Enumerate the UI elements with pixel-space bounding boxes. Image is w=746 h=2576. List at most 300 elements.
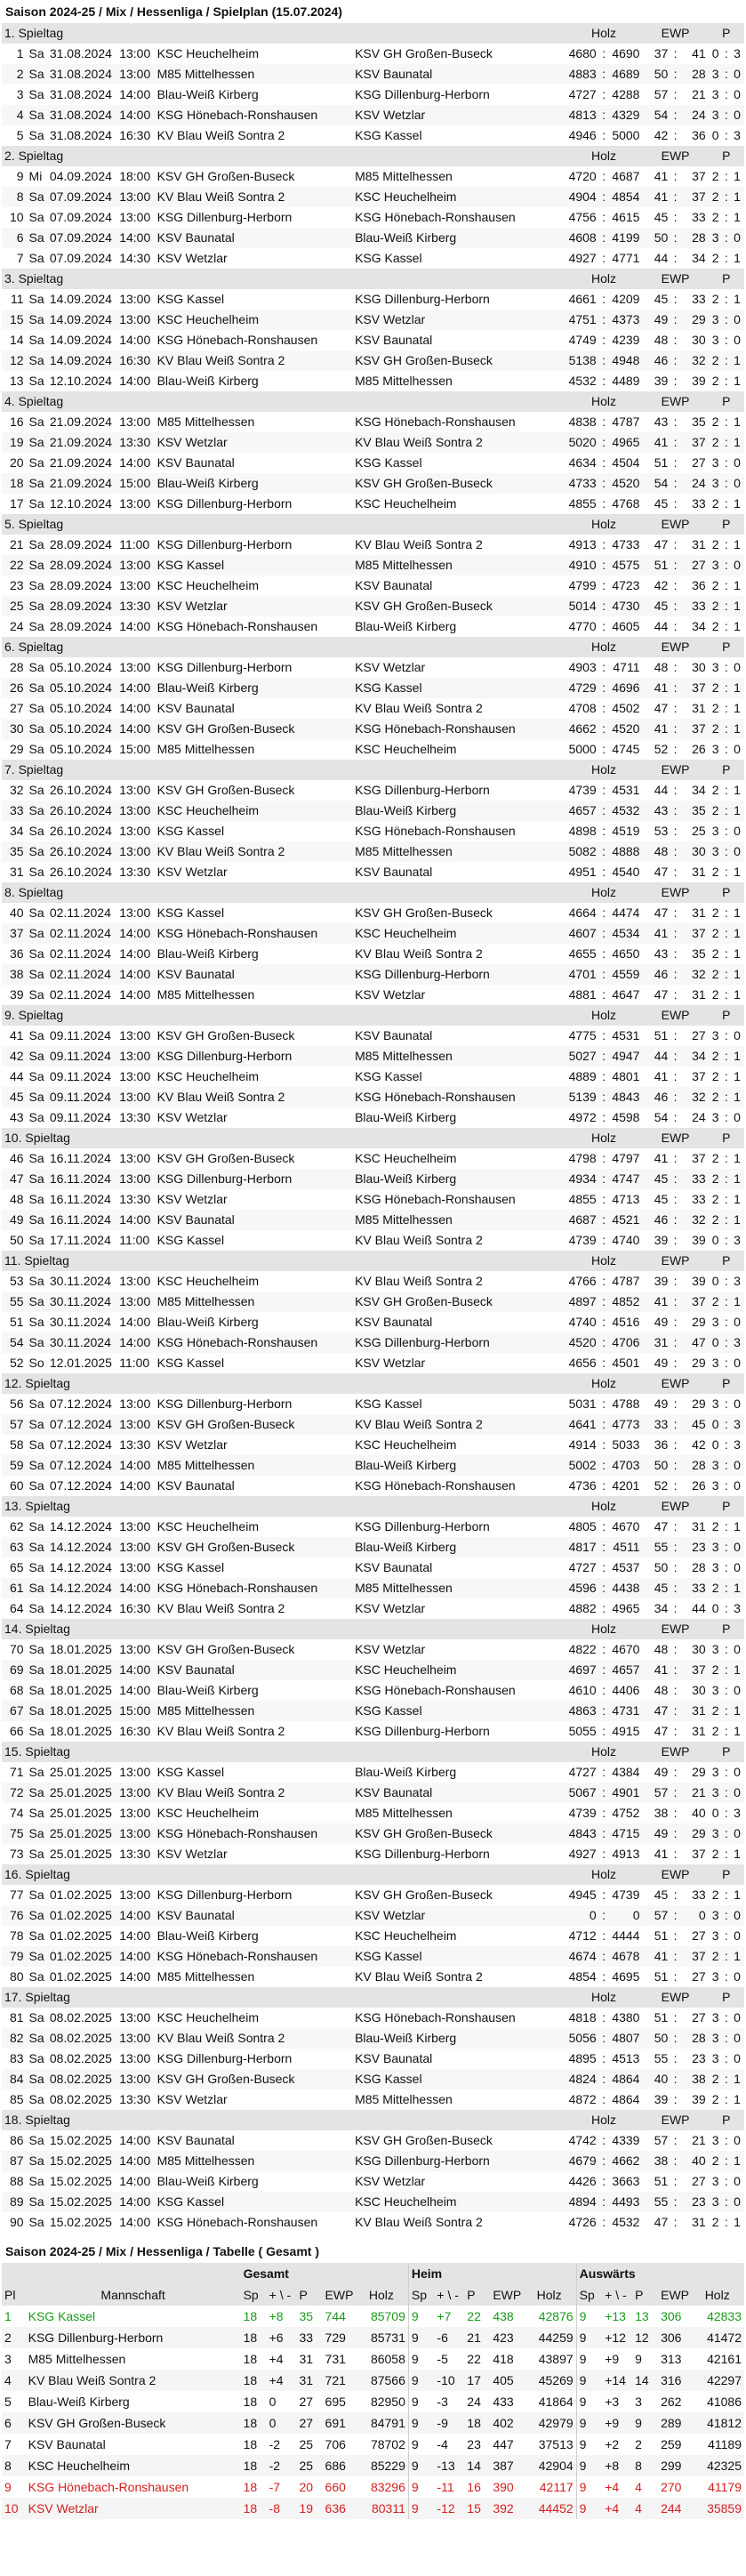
- game-time: 16:30: [116, 125, 154, 146]
- home-ewp: 41: [642, 1844, 670, 1864]
- game-date: 14.09.2024: [47, 350, 116, 371]
- h-ewp: 447: [493, 2437, 514, 2451]
- away-holz: 4521: [608, 1210, 642, 1230]
- game-number: 65: [2, 1558, 27, 1578]
- away-points: 1: [731, 698, 744, 719]
- away-holz: 4201: [608, 1476, 642, 1496]
- separator: :: [670, 310, 680, 330]
- game-date: 14.12.2024: [47, 1517, 116, 1537]
- home-team: KSG Dillenburg-Herborn: [155, 1169, 352, 1189]
- game-weekday: Sa: [27, 862, 47, 882]
- game-date: 09.11.2024: [47, 1026, 116, 1046]
- game-number: 87: [2, 2151, 27, 2171]
- home-team: KSG Hönebach-Ronshausen: [155, 616, 352, 637]
- separator: :: [670, 1905, 680, 1926]
- home-team: KSG Kassel: [155, 1353, 352, 1373]
- game-time: 13:00: [116, 1783, 154, 1803]
- away-points: 1: [731, 862, 744, 882]
- away-holz: 4888: [608, 841, 642, 862]
- separator: :: [721, 1823, 731, 1844]
- game-date: 16.11.2024: [47, 1148, 116, 1169]
- separator: :: [670, 944, 680, 964]
- home-ewp: 47: [642, 1721, 670, 1742]
- standings-row: [2, 2370, 744, 2391]
- separator: :: [670, 125, 680, 146]
- game-date: 14.12.2024: [47, 1558, 116, 1578]
- home-team: Blau-Weiß Kirberg: [155, 1926, 352, 1946]
- home-ewp: 52: [642, 1476, 670, 1496]
- game-number: 64: [2, 1598, 27, 1619]
- separator: :: [599, 821, 609, 841]
- home-points: 2: [709, 576, 722, 596]
- home-points: 2: [709, 412, 722, 432]
- away-ewp: 28: [680, 228, 709, 248]
- home-ewp: 50: [642, 1558, 670, 1578]
- h-sp: 9: [408, 2434, 434, 2455]
- home-team: KSV Wetzlar: [155, 1435, 352, 1455]
- separator: :: [721, 207, 731, 228]
- away-ewp: 24: [680, 1107, 709, 1128]
- a-ewp: 289: [661, 2416, 682, 2430]
- home-points: 3: [709, 85, 722, 105]
- game-weekday: Sa: [27, 330, 47, 350]
- away-holz: 4965: [608, 1598, 642, 1619]
- game-date: 25.01.2025: [47, 1823, 116, 1844]
- header-ewp: EWP: [642, 1496, 708, 1517]
- game-weekday: Sa: [27, 698, 47, 719]
- home-holz: 4854: [566, 1967, 599, 1987]
- game-number: 55: [2, 1292, 27, 1312]
- away-points: 0: [731, 1680, 744, 1701]
- home-team: KSV Baunatal: [155, 1210, 352, 1230]
- away-holz: 4797: [608, 1148, 642, 1169]
- away-team: Blau-Weiß Kirberg: [352, 1537, 566, 1558]
- separator: :: [670, 1046, 680, 1067]
- away-points: 1: [731, 719, 744, 739]
- g-diff: 0: [269, 2416, 277, 2430]
- home-points: 3: [709, 105, 722, 125]
- game-date: 14.09.2024: [47, 310, 116, 330]
- home-ewp: 40: [642, 2069, 670, 2089]
- separator: :: [599, 1435, 609, 1455]
- game-row: [2, 719, 744, 739]
- game-date: 15.02.2025: [47, 2130, 116, 2151]
- home-points: 0: [709, 44, 722, 64]
- game-row: [2, 1046, 744, 1067]
- game-number: 90: [2, 2212, 27, 2233]
- header-holz: Holz: [566, 882, 643, 903]
- home-ewp: 57: [642, 2130, 670, 2151]
- separator: :: [670, 2192, 680, 2212]
- away-team: KSG Hönebach-Ronshausen: [352, 1680, 566, 1701]
- game-time: 13:00: [116, 1169, 154, 1189]
- game-time: 13:00: [116, 555, 154, 576]
- game-time: 13:00: [116, 2049, 154, 2069]
- game-row: [2, 596, 744, 616]
- home-holz: 4726: [566, 2212, 599, 2233]
- home-team: Blau-Weiß Kirberg: [155, 1312, 352, 1332]
- separator: :: [599, 330, 609, 350]
- game-number: 13: [2, 371, 27, 391]
- game-time: 13:00: [116, 1026, 154, 1046]
- separator: :: [670, 1455, 680, 1476]
- away-ewp: 33: [680, 1189, 709, 1210]
- game-date: 01.02.2025: [47, 1967, 116, 1987]
- g-holz: 82950: [370, 2395, 405, 2409]
- game-row: [2, 2192, 744, 2212]
- home-holz: 4727: [566, 1558, 599, 1578]
- a-holz: 41179: [708, 2480, 742, 2494]
- home-points: 0: [709, 125, 722, 146]
- game-date: 28.09.2024: [47, 555, 116, 576]
- home-holz: 4913: [566, 535, 599, 555]
- game-number: 48: [2, 1189, 27, 1210]
- separator: :: [670, 248, 680, 269]
- game-weekday: Sa: [27, 841, 47, 862]
- away-holz: 3663: [608, 2171, 642, 2192]
- away-points: 1: [731, 289, 744, 310]
- game-weekday: Sa: [27, 1292, 47, 1312]
- h-diff: -13: [437, 2459, 455, 2473]
- game-weekday: Sa: [27, 1046, 47, 1067]
- game-time: 14:00: [116, 719, 154, 739]
- separator: :: [670, 719, 680, 739]
- away-points: 1: [731, 187, 744, 207]
- away-team: KSC Heuchelheim: [352, 1435, 566, 1455]
- away-ewp: 27: [680, 2008, 709, 2028]
- game-weekday: Sa: [27, 207, 47, 228]
- away-points: 0: [731, 1353, 744, 1373]
- away-holz: 4915: [608, 1721, 642, 1742]
- home-team: KV Blau Weiß Sontra 2: [155, 841, 352, 862]
- game-date: 18.01.2025: [47, 1680, 116, 1701]
- home-points: 2: [709, 432, 722, 453]
- home-ewp: 49: [642, 1823, 670, 1844]
- game-weekday: Sa: [27, 1312, 47, 1332]
- col-ewp: EWP: [490, 2284, 522, 2306]
- separator: :: [670, 535, 680, 555]
- separator: :: [721, 821, 731, 841]
- home-holz: 4927: [566, 248, 599, 269]
- away-holz: 4493: [608, 2192, 642, 2212]
- away-points: 3: [731, 1803, 744, 1823]
- separator: :: [670, 1558, 680, 1578]
- game-time: 14:30: [116, 248, 154, 269]
- separator: :: [721, 187, 731, 207]
- away-points: 0: [731, 739, 744, 760]
- home-ewp: 34: [642, 1598, 670, 1619]
- away-points: 1: [731, 166, 744, 187]
- header-ewp: EWP: [642, 1987, 708, 2008]
- separator: :: [721, 1271, 731, 1292]
- separator: :: [599, 1189, 609, 1210]
- home-points: 2: [709, 719, 722, 739]
- home-team: KSV GH Großen-Buseck: [155, 1026, 352, 1046]
- game-time: 13:30: [116, 596, 154, 616]
- game-weekday: Sa: [27, 1332, 47, 1353]
- home-team: KSG Dillenburg-Herborn: [155, 207, 352, 228]
- away-team: KSG Hönebach-Ronshausen: [352, 719, 566, 739]
- game-weekday: Sa: [27, 64, 47, 85]
- separator: :: [599, 616, 609, 637]
- separator: :: [670, 964, 680, 985]
- away-points: 1: [731, 2089, 744, 2110]
- standings-group-header: [2, 2263, 744, 2284]
- game-weekday: Sa: [27, 2151, 47, 2171]
- home-holz: 4680: [566, 44, 599, 64]
- team-name: KSV GH Großen-Buseck: [28, 2416, 166, 2430]
- game-row: [2, 1946, 744, 1967]
- home-ewp: 54: [642, 105, 670, 125]
- standings-row: [2, 2306, 744, 2327]
- home-team: KSC Heuchelheim: [155, 310, 352, 330]
- away-ewp: 37: [680, 1844, 709, 1864]
- game-date: 31.08.2024: [47, 64, 116, 85]
- header-p: P: [709, 1864, 744, 1885]
- home-team: KSV GH Großen-Buseck: [155, 1639, 352, 1660]
- home-holz: 4655: [566, 944, 599, 964]
- home-ewp: 49: [642, 1353, 670, 1373]
- h-ewp: 387: [493, 2459, 514, 2473]
- col-p: P: [297, 2284, 323, 2306]
- home-team: KSV Wetzlar: [155, 596, 352, 616]
- h-points: 22: [467, 2352, 481, 2366]
- away-team: KSG Dillenburg-Herborn: [352, 1721, 566, 1742]
- away-team: KSG Dillenburg-Herborn: [352, 780, 566, 801]
- game-number: 89: [2, 2192, 27, 2212]
- a-holz: 42833: [707, 2309, 742, 2323]
- game-weekday: Sa: [27, 1926, 47, 1946]
- away-team: KSC Heuchelheim: [352, 494, 566, 514]
- home-holz: 4855: [566, 494, 599, 514]
- game-weekday: Sa: [27, 944, 47, 964]
- game-row: [2, 2028, 744, 2049]
- a-diff: +12: [605, 2330, 626, 2345]
- away-ewp: 30: [680, 841, 709, 862]
- away-ewp: 28: [680, 1558, 709, 1578]
- game-row: [2, 841, 744, 862]
- h-diff: -12: [437, 2501, 455, 2516]
- game-row: [2, 1926, 744, 1946]
- game-row: [2, 2171, 744, 2192]
- game-weekday: Sa: [27, 739, 47, 760]
- game-row: [2, 1148, 744, 1169]
- a-diff: +8: [605, 2459, 620, 2473]
- game-weekday: Sa: [27, 228, 47, 248]
- separator: :: [599, 371, 609, 391]
- game-time: 13:00: [116, 2028, 154, 2049]
- away-team: KSV Baunatal: [352, 1558, 566, 1578]
- game-number: 73: [2, 1844, 27, 1864]
- game-time: 14:00: [116, 453, 154, 473]
- header-heim: Heim: [408, 2263, 576, 2284]
- separator: :: [670, 555, 680, 576]
- home-holz: 4927: [566, 1844, 599, 1864]
- away-holz: 4540: [608, 862, 642, 882]
- home-team: KSG Hönebach-Ronshausen: [155, 1578, 352, 1598]
- away-ewp: 37: [680, 1660, 709, 1680]
- away-team: KSV Baunatal: [352, 576, 566, 596]
- game-row: [2, 2008, 744, 2028]
- separator: :: [721, 453, 731, 473]
- separator: :: [599, 1046, 609, 1067]
- home-team: Blau-Weiß Kirberg: [155, 371, 352, 391]
- home-points: 3: [709, 1107, 722, 1128]
- game-number: 42: [2, 1046, 27, 1067]
- separator: :: [599, 1823, 609, 1844]
- game-number: 56: [2, 1394, 27, 1414]
- game-time: 14:00: [116, 964, 154, 985]
- a-diff: +2: [605, 2437, 620, 2451]
- h-ewp: 418: [493, 2352, 514, 2366]
- separator: :: [599, 964, 609, 985]
- game-date: 14.12.2024: [47, 1537, 116, 1558]
- a-holz: 41189: [708, 2437, 742, 2451]
- game-time: 14:00: [116, 1680, 154, 1701]
- away-points: 0: [731, 1639, 744, 1660]
- game-date: 05.10.2024: [47, 678, 116, 698]
- game-number: 34: [2, 821, 27, 841]
- game-date: 07.09.2024: [47, 207, 116, 228]
- separator: :: [670, 1332, 680, 1353]
- home-points: 2: [709, 1660, 722, 1680]
- separator: :: [721, 432, 731, 453]
- home-holz: 5056: [566, 2028, 599, 2049]
- separator: :: [721, 1926, 731, 1946]
- home-team: KSG Dillenburg-Herborn: [155, 1046, 352, 1067]
- game-number: 61: [2, 1578, 27, 1598]
- game-date: 16.11.2024: [47, 1210, 116, 1230]
- game-row: [2, 44, 744, 64]
- away-team: M85 Mittelhessen: [352, 555, 566, 576]
- game-number: 20: [2, 453, 27, 473]
- home-holz: 4824: [566, 2069, 599, 2089]
- game-date: 08.02.2025: [47, 2049, 116, 2069]
- away-holz: 4752: [608, 1803, 642, 1823]
- g-points: 31: [299, 2352, 314, 2366]
- home-points: 3: [709, 1455, 722, 1476]
- away-ewp: 29: [680, 1353, 709, 1373]
- away-holz: 4947: [608, 1046, 642, 1067]
- g-ewp: 744: [325, 2309, 346, 2323]
- home-ewp: 46: [642, 1087, 670, 1107]
- game-weekday: Sa: [27, 494, 47, 514]
- home-ewp: 54: [642, 473, 670, 494]
- separator: :: [599, 1926, 609, 1946]
- away-ewp: 31: [680, 903, 709, 923]
- away-holz: 4771: [608, 248, 642, 269]
- g-holz: 80311: [371, 2501, 405, 2516]
- home-holz: 4532: [566, 371, 599, 391]
- game-number: 85: [2, 2089, 27, 2110]
- away-team: KSG Dillenburg-Herborn: [352, 2151, 566, 2171]
- separator: :: [721, 1230, 731, 1251]
- a-ewp: 299: [661, 2459, 682, 2473]
- away-holz: 4703: [608, 1455, 642, 1476]
- game-number: 24: [2, 616, 27, 637]
- game-number: 72: [2, 1783, 27, 1803]
- separator: :: [599, 1967, 609, 1987]
- home-ewp: 57: [642, 1905, 670, 1926]
- standings-row: [2, 2498, 744, 2519]
- matchday-header: [2, 1251, 744, 1271]
- away-holz: 4807: [608, 2028, 642, 2049]
- separator: :: [721, 2192, 731, 2212]
- away-ewp: 29: [680, 1762, 709, 1783]
- home-ewp: 41: [642, 432, 670, 453]
- h-points: 15: [467, 2501, 481, 2516]
- game-row: [2, 780, 744, 801]
- separator: :: [670, 1803, 680, 1823]
- header-ewp: EWP: [642, 1619, 708, 1639]
- matchday-header: [2, 637, 744, 657]
- game-number: 76: [2, 1905, 27, 1926]
- separator: :: [599, 780, 609, 801]
- home-points: 2: [709, 1885, 722, 1905]
- game-number: 75: [2, 1823, 27, 1844]
- away-team: M85 Mittelhessen: [352, 1803, 566, 1823]
- game-weekday: Sa: [27, 1783, 47, 1803]
- header-p: P: [709, 514, 744, 535]
- away-holz: 4662: [608, 2151, 642, 2171]
- game-time: 11:00: [116, 535, 154, 555]
- home-holz: 4770: [566, 616, 599, 637]
- away-points: 0: [731, 657, 744, 678]
- game-time: 14:00: [116, 1660, 154, 1680]
- away-holz: 4695: [608, 1967, 642, 1987]
- game-weekday: Sa: [27, 1455, 47, 1476]
- away-points: 0: [731, 2130, 744, 2151]
- game-weekday: Sa: [27, 1660, 47, 1680]
- game-date: 18.01.2025: [47, 1701, 116, 1721]
- separator: :: [670, 2049, 680, 2069]
- away-ewp: 41: [680, 44, 709, 64]
- home-ewp: 48: [642, 1639, 670, 1660]
- game-number: 10: [2, 207, 27, 228]
- game-date: 16.11.2024: [47, 1189, 116, 1210]
- game-number: 18: [2, 473, 27, 494]
- separator: :: [670, 371, 680, 391]
- header-p: P: [709, 637, 744, 657]
- away-ewp: 31: [680, 1701, 709, 1721]
- home-team: KSV Wetzlar: [155, 432, 352, 453]
- away-ewp: 33: [680, 1885, 709, 1905]
- game-time: 13:00: [116, 657, 154, 678]
- a-sp: 9: [576, 2434, 602, 2455]
- away-points: 0: [731, 2028, 744, 2049]
- game-number: 46: [2, 1148, 27, 1169]
- away-points: 1: [731, 616, 744, 637]
- home-team: KV Blau Weiß Sontra 2: [155, 1783, 352, 1803]
- rank: 10: [4, 2501, 19, 2516]
- away-holz: 4288: [608, 85, 642, 105]
- game-row: [2, 2069, 744, 2089]
- g-holz: 85731: [370, 2330, 405, 2345]
- g-sp: 18: [243, 2330, 258, 2345]
- game-number: 68: [2, 1680, 27, 1701]
- h-diff: -5: [437, 2352, 448, 2366]
- separator: :: [599, 166, 609, 187]
- away-holz: 4329: [608, 105, 642, 125]
- away-team: KSC Heuchelheim: [352, 1926, 566, 1946]
- h-diff: -11: [437, 2480, 454, 2494]
- separator: :: [599, 2192, 609, 2212]
- home-team: KSG Dillenburg-Herborn: [155, 2049, 352, 2069]
- home-points: 2: [709, 2069, 722, 2089]
- separator: :: [599, 2171, 609, 2192]
- away-ewp: 33: [680, 289, 709, 310]
- game-number: 84: [2, 2069, 27, 2089]
